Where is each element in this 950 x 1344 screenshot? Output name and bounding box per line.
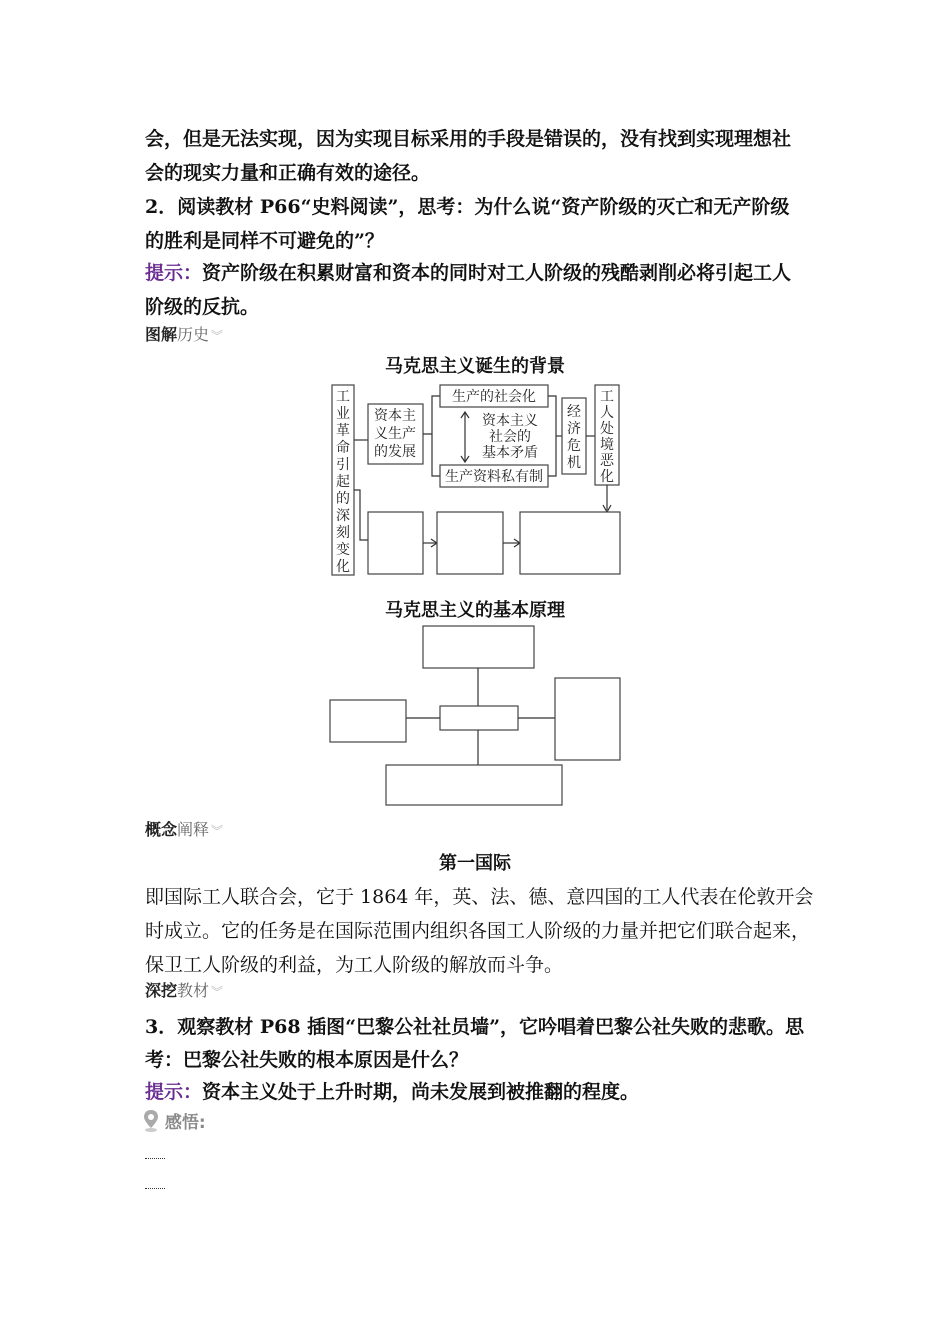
text-industrial-revolution: 的	[336, 491, 350, 507]
box-social-change	[368, 512, 423, 574]
text-industrial-revolution: 刻	[336, 525, 350, 541]
text-workers-worsening: 处	[600, 421, 614, 437]
first-international-title: 第一国际	[439, 853, 511, 874]
text-economic-crisis: 危	[567, 438, 581, 454]
text-workers-worsening: 工	[600, 389, 614, 405]
tip-label: 提示：	[145, 262, 203, 284]
chart-2-title: 马克思主义的基本原理	[385, 600, 565, 621]
section-bold: 深挖	[145, 981, 178, 1000]
section-lite: 教材	[177, 981, 210, 1000]
chevron-down-icon: ︾	[211, 824, 224, 838]
question-3-line-1: 3．观察教材 P68 插图“巴黎公社社员墙”，它吟唱着巴黎公社失败的悲歌。思	[145, 1016, 805, 1038]
text-workers-worsening: 化	[600, 469, 614, 485]
text-basic-contradiction: 资本主义	[482, 413, 538, 429]
question-2-line-1: 2．阅读教材 P66“史料阅读”，思考：为什么说“资产阶级的灭亡和无产阶级	[145, 196, 790, 218]
section-bold: 概念	[145, 820, 178, 839]
chevron-down-icon: ︾	[211, 329, 224, 343]
section-lite: 阐释	[177, 820, 210, 839]
text-capitalist-production: 的发展	[374, 444, 416, 460]
text-industrial-revolution: 深	[336, 508, 350, 524]
answer-line-1[interactable]	[145, 1158, 165, 1159]
text-economic-crisis: 经	[567, 404, 581, 420]
text-industrial-revolution: 革	[336, 423, 350, 439]
text-industrial-revolution: 命	[336, 440, 350, 456]
text-basic-contradiction: 社会的	[489, 429, 531, 445]
text-capitalist-production: 资本主	[374, 408, 416, 424]
section-lite: 历史	[177, 325, 210, 344]
text-industrial-revolution: 工	[336, 389, 350, 405]
text-industrial-revolution: 变	[336, 542, 350, 558]
section-heading-gainian	[145, 817, 223, 840]
question-2-line-2: 的胜利是同样不可避免的”？	[145, 230, 384, 252]
first-international-line-3: 保卫工人阶级的利益，为工人阶级的解放而斗争。	[145, 954, 564, 976]
box-communism-replaces	[423, 626, 534, 668]
text-private-ownership: 生产资料私有制	[445, 469, 543, 485]
section-bold: 图解	[145, 325, 178, 344]
answer-line-2[interactable]	[145, 1188, 165, 1189]
text-industrial-revolution: 业	[336, 406, 350, 422]
text-socialization: 生产的社会化	[452, 389, 536, 405]
section-heading-shenwa	[145, 978, 223, 1001]
question-3-line-2: 考：巴黎公社失败的根本原因是什么？	[145, 1049, 469, 1071]
tip-label: 提示：	[145, 1081, 203, 1103]
box-class-struggle	[555, 678, 620, 760]
box-class-division	[437, 512, 503, 574]
tip-text: 资产阶级在积累财富和资本的同时对工人阶级的残酷剥削必将引起工人	[202, 262, 792, 284]
text-workers-worsening: 恶	[600, 453, 614, 469]
tip-text: 资本主义处于上升时期，尚未发展到被推翻的程度。	[202, 1081, 640, 1103]
text-industrial-revolution: 起	[336, 474, 350, 490]
location-pin-icon	[143, 1109, 159, 1138]
box-marxism	[440, 706, 518, 730]
question-3-tip	[145, 1077, 639, 1104]
reflection-label: 感悟:	[164, 1113, 206, 1133]
first-international-line-2: 时成立。它的任务是在国际范围内组织各国工人阶级的力量并把它们联合起来，	[145, 920, 811, 942]
intro-line-2: 会的现实力量和正确有效的途径。	[145, 162, 431, 184]
text-workers-worsening: 人	[600, 405, 614, 421]
box-unite-proletariat	[330, 700, 406, 742]
text-capitalist-production: 义生产	[374, 426, 416, 442]
reflection-heading	[143, 1108, 206, 1138]
text-industrial-revolution: 化	[336, 559, 350, 575]
first-international-line-1: 即国际工人联合会，它于 1864 年，英、法、德、意四国的工人代表在伦敦开会	[145, 886, 814, 908]
left-vertical-text	[336, 389, 350, 575]
question-2-tip-line-2: 阶级的反抗。	[145, 296, 260, 318]
text-economic-crisis: 济	[567, 421, 581, 437]
box-workers-movement	[520, 512, 620, 574]
text-basic-contradiction: 基本矛盾	[482, 445, 538, 461]
intro-line-1: 会，但是无法实现，因为实现目标采用的手段是错误的，没有找到实现理想社	[145, 128, 792, 150]
box-overthrow-bourgeoisie	[386, 765, 562, 805]
chevron-down-icon: ︾	[211, 985, 224, 999]
chart-1-title: 马克思主义诞生的背景	[385, 356, 565, 377]
text-workers-worsening: 境	[600, 437, 614, 453]
text-industrial-revolution: 引	[336, 457, 350, 473]
text-economic-crisis: 机	[567, 455, 581, 471]
